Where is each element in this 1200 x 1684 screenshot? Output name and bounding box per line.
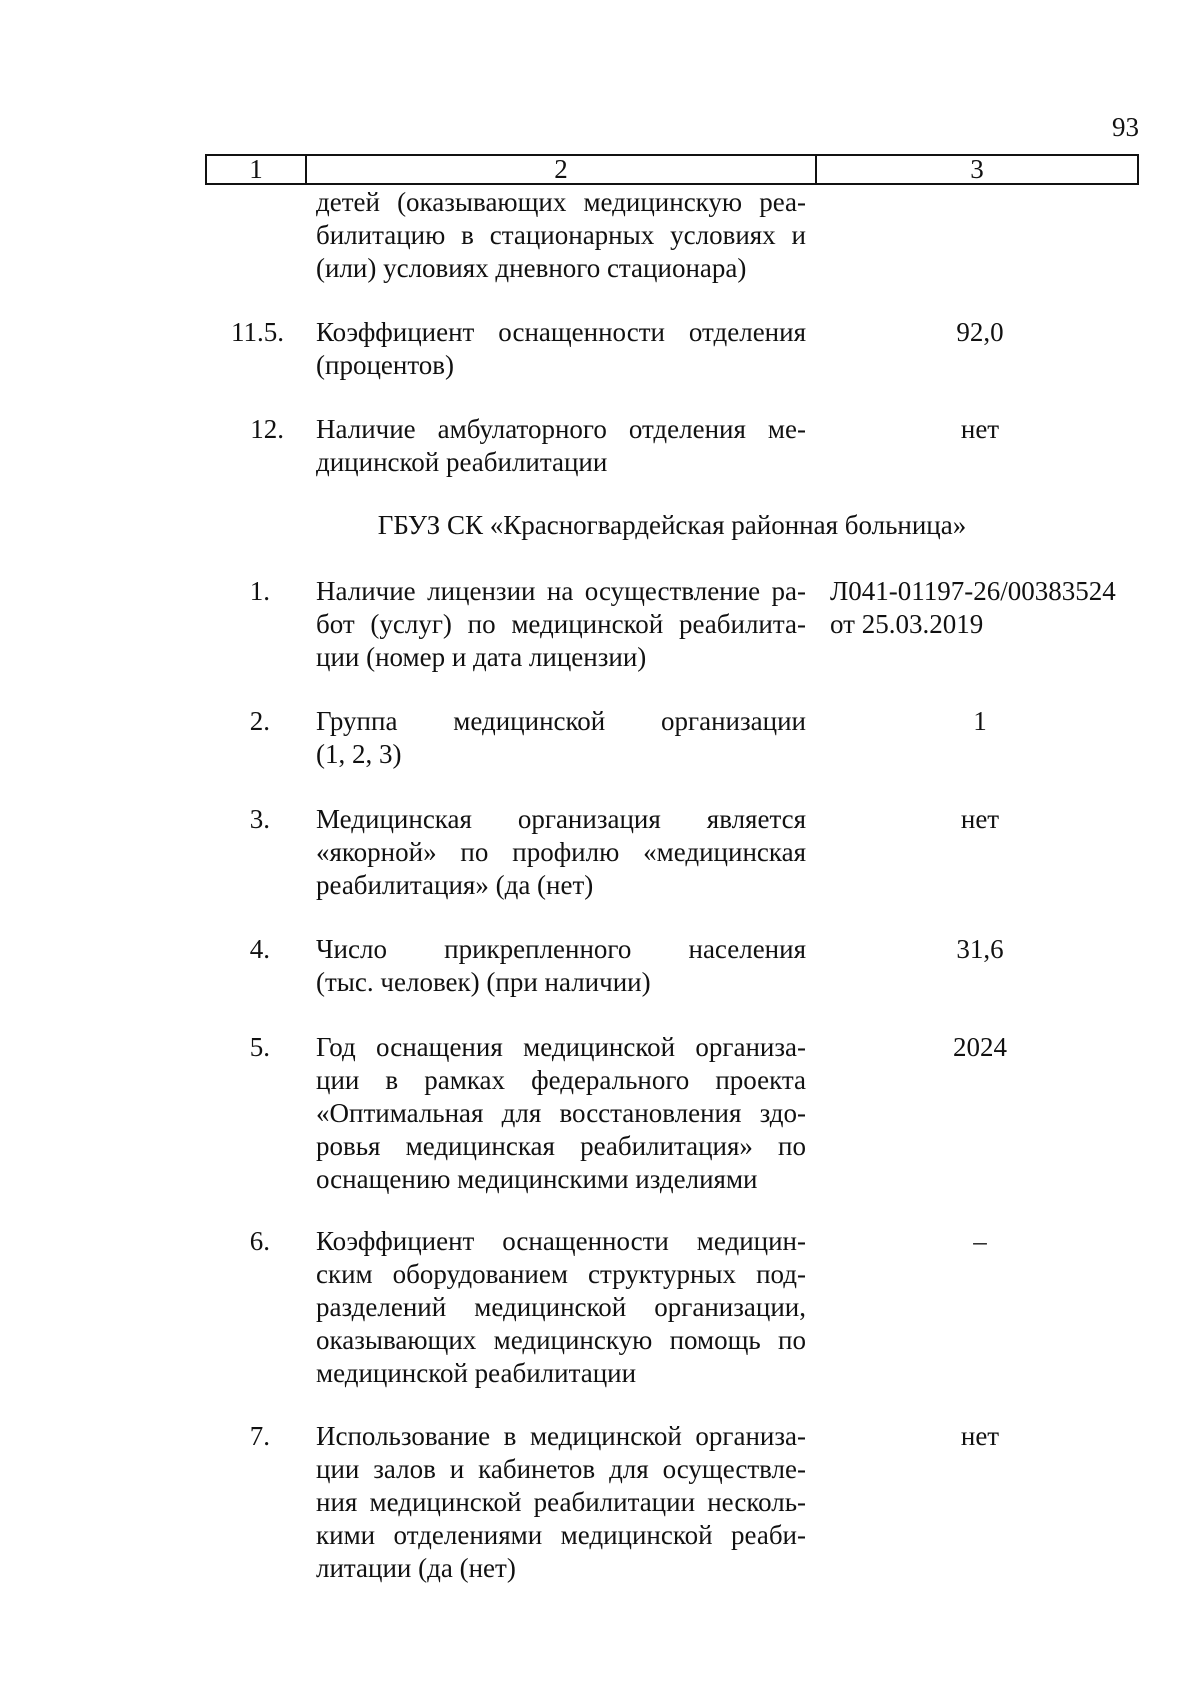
text-line: кими отделениями медицинской реаби- xyxy=(316,1520,806,1550)
text-line: оказывающих медицинскую помощь по xyxy=(316,1325,806,1355)
text-line: «Оптимальная для восстановления здо- xyxy=(316,1098,806,1128)
text-line: ским оборудованием структурных под- xyxy=(316,1259,806,1289)
text-line: билитацию в стационарных условиях и xyxy=(316,220,806,250)
row-description xyxy=(316,933,806,999)
row-number: 11.5. xyxy=(231,317,284,347)
row-description xyxy=(316,316,806,382)
row-value: 2024 xyxy=(953,1032,1007,1062)
row-number: 6. xyxy=(249,1226,270,1256)
text-line: (тыс. человек) (при наличии) xyxy=(316,967,651,997)
text-line: (или) условиях дневного стационара) xyxy=(316,253,747,283)
row-value: нет xyxy=(960,414,1000,444)
row-description xyxy=(316,413,806,479)
text-line: Год оснащения медицинской организа- xyxy=(316,1032,806,1062)
text-line: ции (номер и дата лицензии) xyxy=(316,642,647,672)
text-line: «якорной» по профилю «медицинская xyxy=(316,837,806,867)
text-line: Наличие амбулаторного отделения ме- xyxy=(316,414,806,444)
row-number: 1. xyxy=(249,576,270,606)
row-description xyxy=(316,1031,806,1196)
license-date: от 25.03.2019 xyxy=(830,609,984,639)
row-number: 4. xyxy=(249,934,270,964)
section-title: ГБУЗ СК «Красногвардейская районная больница» xyxy=(377,510,967,540)
row-description xyxy=(316,705,806,771)
row-value: 1 xyxy=(973,706,987,736)
page-number: 93 xyxy=(1112,112,1139,142)
text-line: Медицинская организация является xyxy=(316,804,806,834)
table-header-row xyxy=(205,154,1139,185)
row-description xyxy=(316,575,806,674)
row-number: 5. xyxy=(249,1032,270,1062)
row-value: нет xyxy=(960,804,1000,834)
row-description xyxy=(316,1225,806,1390)
row-number: 3. xyxy=(249,804,270,834)
text-line: ровья медицинская реабилитация» по xyxy=(316,1131,806,1161)
text-line: ния медицинской реабилитации несколь- xyxy=(316,1487,806,1517)
text-line: Коэффициент оснащенности медицин- xyxy=(316,1226,806,1256)
text-line: Использование в медицинской организа- xyxy=(316,1421,806,1451)
text-line: дицинской реабилитации xyxy=(316,447,608,477)
row-number: 2. xyxy=(249,706,270,736)
row-value: 31,6 xyxy=(956,934,1004,964)
row-value: нет xyxy=(960,1421,1000,1451)
text-line: Коэффициент оснащенности отделения xyxy=(316,317,806,347)
text-line: ции в рамках федерального проекта xyxy=(316,1065,806,1095)
row-number: 12. xyxy=(250,414,284,444)
text-line: оснащению медицинскими изделиями xyxy=(316,1164,758,1194)
license-value xyxy=(830,575,1130,641)
text-line: (1, 2, 3) xyxy=(316,739,402,769)
text-line: медицинской реабилитации xyxy=(316,1358,637,1388)
license-number: Л041-01197-26/00383524 xyxy=(830,576,1116,606)
header-col-3: 3 xyxy=(970,154,984,184)
text-line: разделений медицинской организации, xyxy=(316,1292,806,1322)
text-line: (процентов) xyxy=(316,350,455,380)
text-line: Группа медицинской организации xyxy=(316,706,806,736)
text-line: ции залов и кабинетов для осуществле- xyxy=(316,1454,806,1484)
row-value: 92,0 xyxy=(956,317,1004,347)
row-value: – xyxy=(973,1226,987,1256)
row-number: 7. xyxy=(249,1421,270,1451)
header-col-2: 2 xyxy=(307,156,817,183)
text-line: Наличие лицензии на осуществление ра- xyxy=(316,576,806,606)
header-col-1: 1 xyxy=(207,156,307,183)
text-line: литации (да (нет) xyxy=(316,1553,516,1583)
text-line: реабилитация» (да (нет) xyxy=(316,870,594,900)
text-line: детей (оказывающих медицинскую реа- xyxy=(316,187,806,217)
continuation-text xyxy=(316,186,806,285)
row-description xyxy=(316,1420,806,1585)
row-description xyxy=(316,803,806,902)
text-line: Число прикрепленного населения xyxy=(316,934,806,964)
text-line: бот (услуг) по медицинской реабилита- xyxy=(316,609,806,639)
